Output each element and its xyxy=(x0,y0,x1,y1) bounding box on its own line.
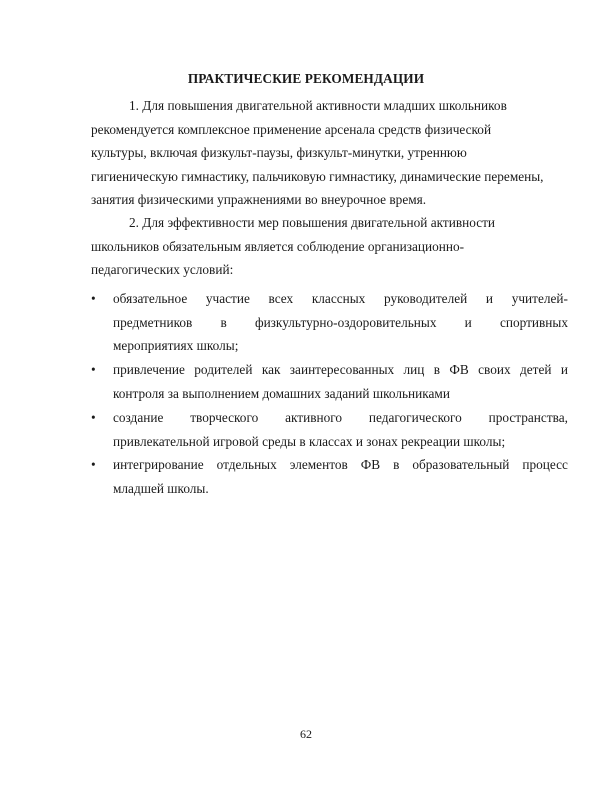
word: процесс xyxy=(522,457,568,472)
word: отдельных xyxy=(216,457,277,472)
word: обязательное xyxy=(113,291,188,306)
bullet-line xyxy=(113,287,568,311)
paragraph-1-line: занятия физическими упражнениями во внеурочное время. xyxy=(91,192,427,207)
bullet-line: контроля за выполнением домашних заданий школьниками xyxy=(113,385,450,401)
bullet-marker: • xyxy=(91,457,96,472)
word: учителей- xyxy=(511,291,568,306)
word: спортивных xyxy=(499,314,568,330)
word: участие xyxy=(205,291,250,306)
bullet-line xyxy=(113,358,568,382)
bullet-line xyxy=(113,453,568,477)
word: в xyxy=(393,457,400,472)
word: активного xyxy=(285,410,343,425)
bullet-line xyxy=(113,406,568,430)
paragraph-2-line: 2. Для эффективности мер повышения двигательной активности xyxy=(129,215,496,230)
word: заинтересованных xyxy=(289,362,395,377)
word: детей xyxy=(520,362,552,377)
word: родителей xyxy=(194,362,253,377)
paragraph-2-line: школьников обязательным является соблюдение организационно- xyxy=(91,238,465,254)
word: элементов xyxy=(289,457,348,472)
page-number: 62 xyxy=(300,727,312,741)
word: ФВ xyxy=(360,457,381,472)
word: классных xyxy=(311,291,366,306)
word: и xyxy=(485,291,494,306)
bullet-marker: • xyxy=(91,362,96,377)
bullet-marker: • xyxy=(91,410,96,425)
bullet-line: младшей школы. xyxy=(113,480,209,496)
word: педагогического xyxy=(368,410,462,425)
word: руководителей xyxy=(383,291,468,306)
paragraph-2 xyxy=(91,211,568,282)
word: и xyxy=(464,314,472,330)
word: в xyxy=(220,314,227,330)
word: своих xyxy=(478,362,511,377)
page-title: ПРАКТИЧЕСКИЕ РЕКОМЕНДАЦИИ xyxy=(187,71,425,86)
paragraph-1-line: рекомендуется комплексное применение арсенала средств физической xyxy=(91,121,492,137)
word: ФВ xyxy=(449,362,469,377)
word: лиц xyxy=(403,362,425,377)
word: как xyxy=(261,362,281,377)
bullet-line: мероприятиях школы; xyxy=(113,338,239,353)
word: интегрирование xyxy=(113,457,204,472)
bullet-marker: • xyxy=(91,291,96,306)
word: творческого xyxy=(190,410,259,425)
word: в xyxy=(433,362,441,377)
word: привлечение xyxy=(113,362,185,377)
word: физкультурно-оздоровительных xyxy=(254,314,437,330)
word: создание xyxy=(113,410,164,425)
word: образовательный xyxy=(412,457,510,472)
paragraph-1 xyxy=(91,94,568,212)
bullet-line: привлекательной игровой среды в классах и зонах рекреации школы; xyxy=(113,433,506,449)
paragraph-1-line: гигиеническую гимнастику, пальчиковую гимнастику, динамические перемены, xyxy=(91,168,544,184)
paragraph-2-line: педагогических условий: xyxy=(91,262,234,277)
word: и xyxy=(560,362,568,377)
word: пространства, xyxy=(488,410,568,425)
word: всех xyxy=(268,291,294,306)
bullet-line xyxy=(113,311,568,335)
paragraph-1-line: культуры, включая физкульт-паузы, физкульт-минутки, утреннюю xyxy=(91,145,467,160)
paragraph-1-line: 1. Для повышения двигательной активности младших школьников xyxy=(129,98,507,113)
word: предметников xyxy=(113,314,193,330)
